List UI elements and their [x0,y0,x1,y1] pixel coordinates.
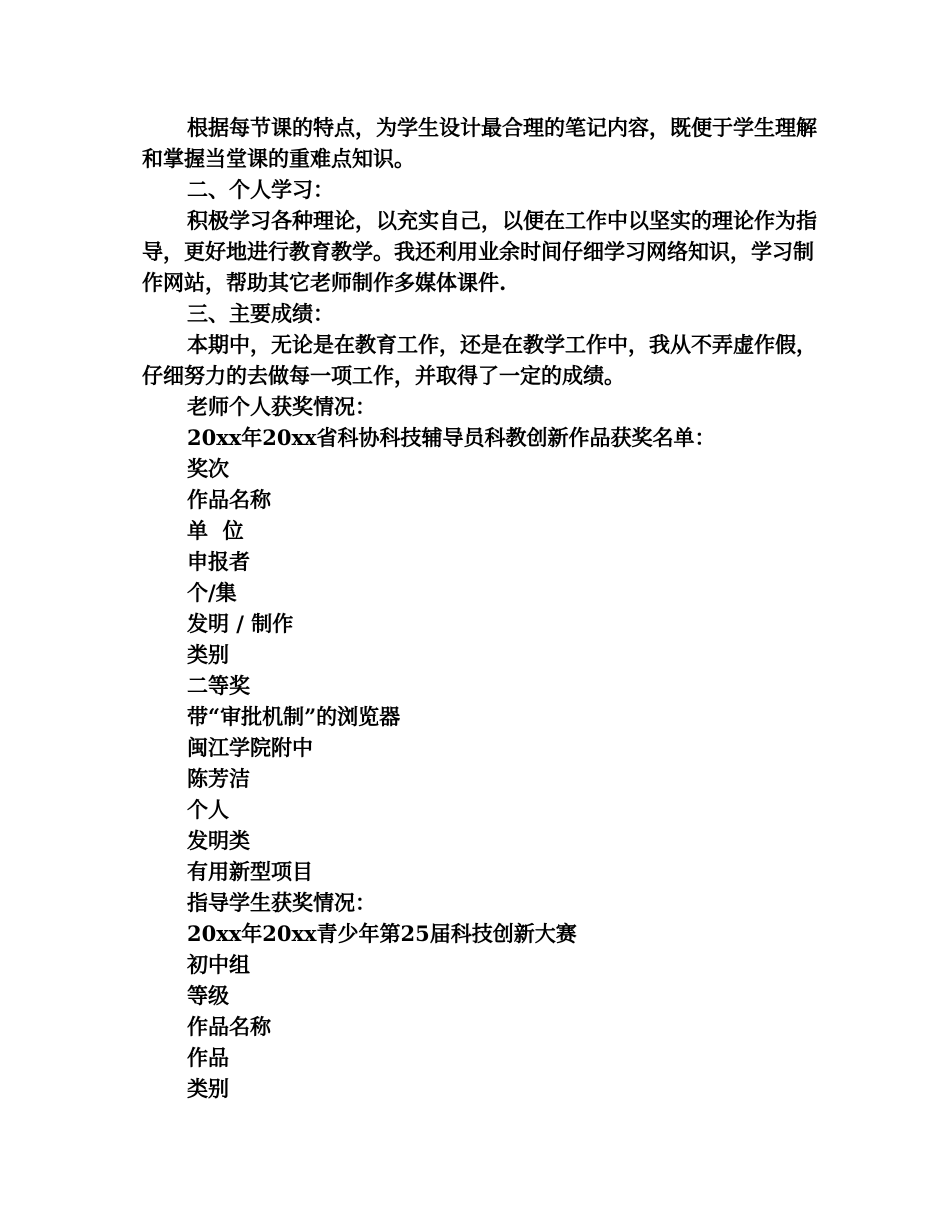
list-item: 类别 [187,642,229,667]
document-body [142,112,822,1104]
list-item: 单 位 [187,518,244,543]
list-item: 陈芳洁 [187,766,250,791]
list-item: 等级 [187,983,229,1008]
list-item: 奖次 [187,456,229,481]
student-awards-heading: 指导学生获奖情况： [187,890,376,915]
list-item: 申报者 [187,549,250,574]
list-item: 作品 [187,1045,229,1070]
list-item: 类别 [187,1076,229,1101]
competition-title: 20xx年20xx青少年第25届科技创新大赛 [187,921,577,946]
paragraph-study: 积极学习各种理论，以充实自己，以便在工作中以坚实的理论作为指导，更好地进行教育教学。我还利用业余时间仔细学习网络知识，学习制作网站，帮助其它老师制作多媒体课件. [142,208,817,295]
list-item: 闽江学院附中 [187,735,313,760]
list-item: 发明类 [187,828,250,853]
heading-achievements: 三、主要成绩： [187,301,334,326]
list-item: 发明 / 制作 [187,611,294,636]
list-item: 二等奖 [187,673,250,698]
teacher-awards-heading: 老师个人获奖情况： [187,394,376,419]
list-item: 个人 [187,797,229,822]
list-item: 初中组 [187,952,250,977]
paragraph-notes: 根据每节课的特点，为学生设计最合理的笔记内容，既便于学生理解和掌握当堂课的重难点知识。 [142,115,817,171]
award-list-title: 20xx年20xx省科协科技辅导员科教创新作品获奖名单： [187,425,716,450]
list-item: 作品名称 [187,487,271,512]
list-item: 个/集 [187,580,237,605]
list-item: 有用新型项目 [187,859,313,884]
paragraph-achievements: 本期中，无论是在教育工作，还是在教学工作中，我从不弄虚作假，仔细努力的去做每一项工作，并取得了一定的成绩。 [142,332,817,388]
list-item: 作品名称 [187,1014,271,1039]
list-item: 带“审批机制”的浏览器 [187,704,401,729]
heading-personal-study: 二、个人学习： [187,177,334,202]
